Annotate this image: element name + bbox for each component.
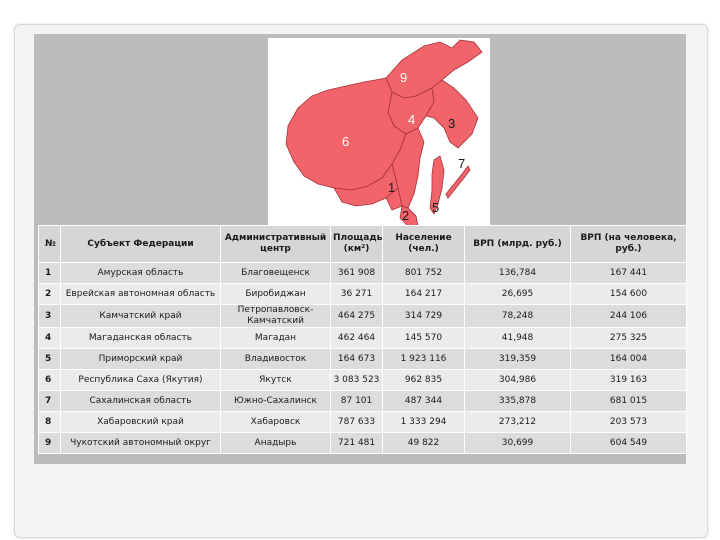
header-admin-center: Административный центр: [221, 226, 331, 263]
cell-grp: 30,699: [465, 433, 571, 454]
header-subject: Субъект Федерации: [61, 226, 221, 263]
cell-population: 49 822: [383, 433, 465, 454]
map-label-7: 7: [458, 156, 466, 171]
header-area: Площадь (км²): [331, 226, 383, 263]
cell-number: 4: [39, 328, 61, 349]
regions-table: [38, 225, 687, 454]
table-row: [39, 433, 687, 454]
cell-grp: 78,248: [465, 305, 571, 328]
cell-population: 145 570: [383, 328, 465, 349]
cell-subject: Сахалинская область: [61, 391, 221, 412]
map-label-1: 1: [388, 180, 396, 195]
cell-area: 361 908: [331, 263, 383, 284]
cell-admin-center: Биробиджан: [221, 284, 331, 305]
map-label-3: 3: [448, 116, 456, 131]
table-row: [39, 412, 687, 433]
cell-admin-center: Якутск: [221, 370, 331, 391]
cell-grp-per-capita: 681 015: [571, 391, 687, 412]
table-row: [39, 284, 687, 305]
table-header-row: [39, 226, 687, 263]
cell-grp-per-capita: 203 573: [571, 412, 687, 433]
table-row: [39, 370, 687, 391]
cell-number: 6: [39, 370, 61, 391]
cell-admin-center: Анадырь: [221, 433, 331, 454]
cell-area: 87 101: [331, 391, 383, 412]
cell-grp: 26,695: [465, 284, 571, 305]
header-number: №: [39, 226, 61, 263]
cell-number: 7: [39, 391, 61, 412]
cell-grp-per-capita: 167 441: [571, 263, 687, 284]
cell-admin-center: Петропавловск-Камчатский: [221, 305, 331, 328]
cell-area: 164 673: [331, 349, 383, 370]
cell-subject: Республика Саха (Якутия): [61, 370, 221, 391]
cell-grp: 319,359: [465, 349, 571, 370]
cell-subject: Еврейская автономная область: [61, 284, 221, 305]
cell-area: 721 481: [331, 433, 383, 454]
cell-grp: 335,878: [465, 391, 571, 412]
cell-grp-per-capita: 275 325: [571, 328, 687, 349]
cell-area: 3 083 523: [331, 370, 383, 391]
cell-grp-per-capita: 319 163: [571, 370, 687, 391]
cell-grp: 273,212: [465, 412, 571, 433]
cell-number: 1: [39, 263, 61, 284]
cell-area: 462 464: [331, 328, 383, 349]
map-label-8: 8: [418, 172, 426, 187]
cell-grp: 41,948: [465, 328, 571, 349]
cell-subject: Амурская область: [61, 263, 221, 284]
cell-admin-center: Хабаровск: [221, 412, 331, 433]
header-population: Население (чел.): [383, 226, 465, 263]
table-row: [39, 305, 687, 328]
cell-subject: Приморский край: [61, 349, 221, 370]
header-grp-per-capita: ВРП (на человека, руб.): [571, 226, 687, 263]
header-grp: ВРП (млрд. руб.): [465, 226, 571, 263]
cell-subject: Хабаровский край: [61, 412, 221, 433]
cell-population: 487 344: [383, 391, 465, 412]
cell-grp: 304,986: [465, 370, 571, 391]
cell-grp: 136,784: [465, 263, 571, 284]
map-label-9: 9: [400, 70, 408, 85]
map-label-2: 2: [402, 208, 410, 223]
cell-subject: Чукотский автономный округ: [61, 433, 221, 454]
cell-admin-center: Владивосток: [221, 349, 331, 370]
cell-population: 962 835: [383, 370, 465, 391]
cell-population: 1 923 116: [383, 349, 465, 370]
cell-subject: Магаданская область: [61, 328, 221, 349]
cell-population: 1 333 294: [383, 412, 465, 433]
cell-area: 464 275: [331, 305, 383, 328]
cell-number: 5: [39, 349, 61, 370]
table-row: [39, 328, 687, 349]
map-svg: [268, 38, 490, 226]
table-row: [39, 391, 687, 412]
map-label-4: 4: [408, 112, 416, 127]
cell-area: 36 271: [331, 284, 383, 305]
cell-population: 801 752: [383, 263, 465, 284]
far-east-map: [268, 38, 490, 226]
cell-subject: Камчатский край: [61, 305, 221, 328]
table-row: [39, 349, 687, 370]
cell-grp-per-capita: 164 004: [571, 349, 687, 370]
map-label-5: 5: [432, 200, 440, 215]
cell-number: 9: [39, 433, 61, 454]
cell-grp-per-capita: 604 549: [571, 433, 687, 454]
cell-admin-center: Благовещенск: [221, 263, 331, 284]
cell-admin-center: Магадан: [221, 328, 331, 349]
cell-population: 164 217: [383, 284, 465, 305]
cell-admin-center: Южно-Сахалинск: [221, 391, 331, 412]
cell-population: 314 729: [383, 305, 465, 328]
cell-grp-per-capita: 154 600: [571, 284, 687, 305]
map-label-6: 6: [342, 134, 350, 149]
cell-number: 3: [39, 305, 61, 328]
cell-area: 787 633: [331, 412, 383, 433]
cell-grp-per-capita: 244 106: [571, 305, 687, 328]
table-body: [39, 263, 687, 454]
region-kamchatka: [426, 80, 478, 148]
cell-number: 8: [39, 412, 61, 433]
table-row: [39, 263, 687, 284]
cell-number: 2: [39, 284, 61, 305]
